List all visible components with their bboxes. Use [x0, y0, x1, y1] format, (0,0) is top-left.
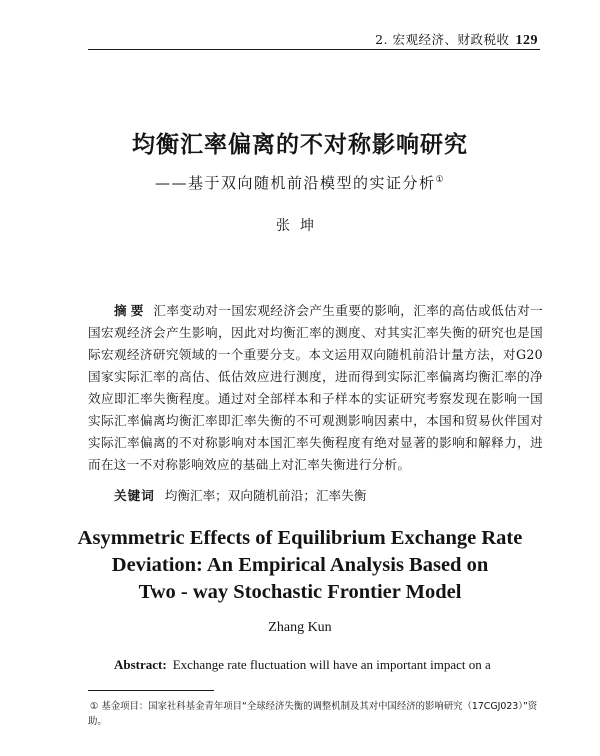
paper-title-cn: 均衡汇率偏离的不对称影响研究	[132, 131, 468, 158]
footnote	[88, 699, 544, 729]
header-rule	[88, 49, 540, 50]
section-label: 2. 宏观经济、财政税收	[375, 32, 510, 47]
abstract-text-cn: 汇率变动对一国宏观经济会产生重要的影响，汇率的高估或低估对一国宏观经济会产生影响，因此对均衡汇率的测度、对其实汇率失衡的研究也是国际宏观经济研究领域的一个重要分支。本文运用双向随机前沿计量方法，对G20国家实际汇率的高估、低估效应进行测度，进而得到实际汇率偏离均衡汇率的净效应即汇率失衡程度。通过对全部样本和子样本的实证研究考察发现在影响一国实际汇率偏离均衡汇率即汇率失衡的不可观测影响因素中，本国和贸易伙伴国对实际汇率偏离的不对称影响对本国汇率失衡程度有绝对显著的影响和解释力，进而在这一不对称影响效应的基础上对汇率失衡进行分析。	[88, 303, 544, 472]
title-en-line-3: Two - way Stochastic Frontier Model	[138, 581, 462, 603]
page-number: 129	[515, 33, 538, 48]
footnote-rule	[88, 690, 214, 691]
title-en-line-1: Asymmetric Effects of Equilibrium Exchange Rate	[77, 527, 523, 549]
abstract-text-en: Exchange rate fluctuation will have an important impact on a	[172, 657, 491, 672]
subtitle-text: ——基于双向随机前沿模型的实证分析	[154, 174, 436, 192]
keywords-cn	[114, 485, 544, 507]
abstract-cn	[88, 300, 543, 476]
paper-subtitle-cn	[0, 172, 600, 193]
keywords-label-cn: 关键词	[114, 488, 155, 503]
abstract-label-cn: 摘要	[114, 303, 148, 318]
running-head	[375, 30, 538, 49]
keywords-text-cn: 均衡汇率；双向随机前沿；汇率失衡	[164, 488, 367, 503]
author-en: Zhang Kun	[268, 620, 332, 635]
abstract-label-en: Abstract:	[114, 657, 167, 672]
footnote-marker: ①	[435, 175, 446, 185]
footnote-mark: ①	[90, 701, 99, 712]
title-en-line-2: Deviation: An Empirical Analysis Based on	[111, 554, 489, 576]
author-cn: 张坤	[276, 218, 324, 234]
paper-title-en	[0, 525, 600, 606]
footnote-text: 基金项目：国家社科基金青年项目“全球经济失衡的调整机制及其对中国经济的影响研究（17CGJ023）”资助。	[88, 701, 538, 727]
abstract-en	[114, 656, 544, 674]
